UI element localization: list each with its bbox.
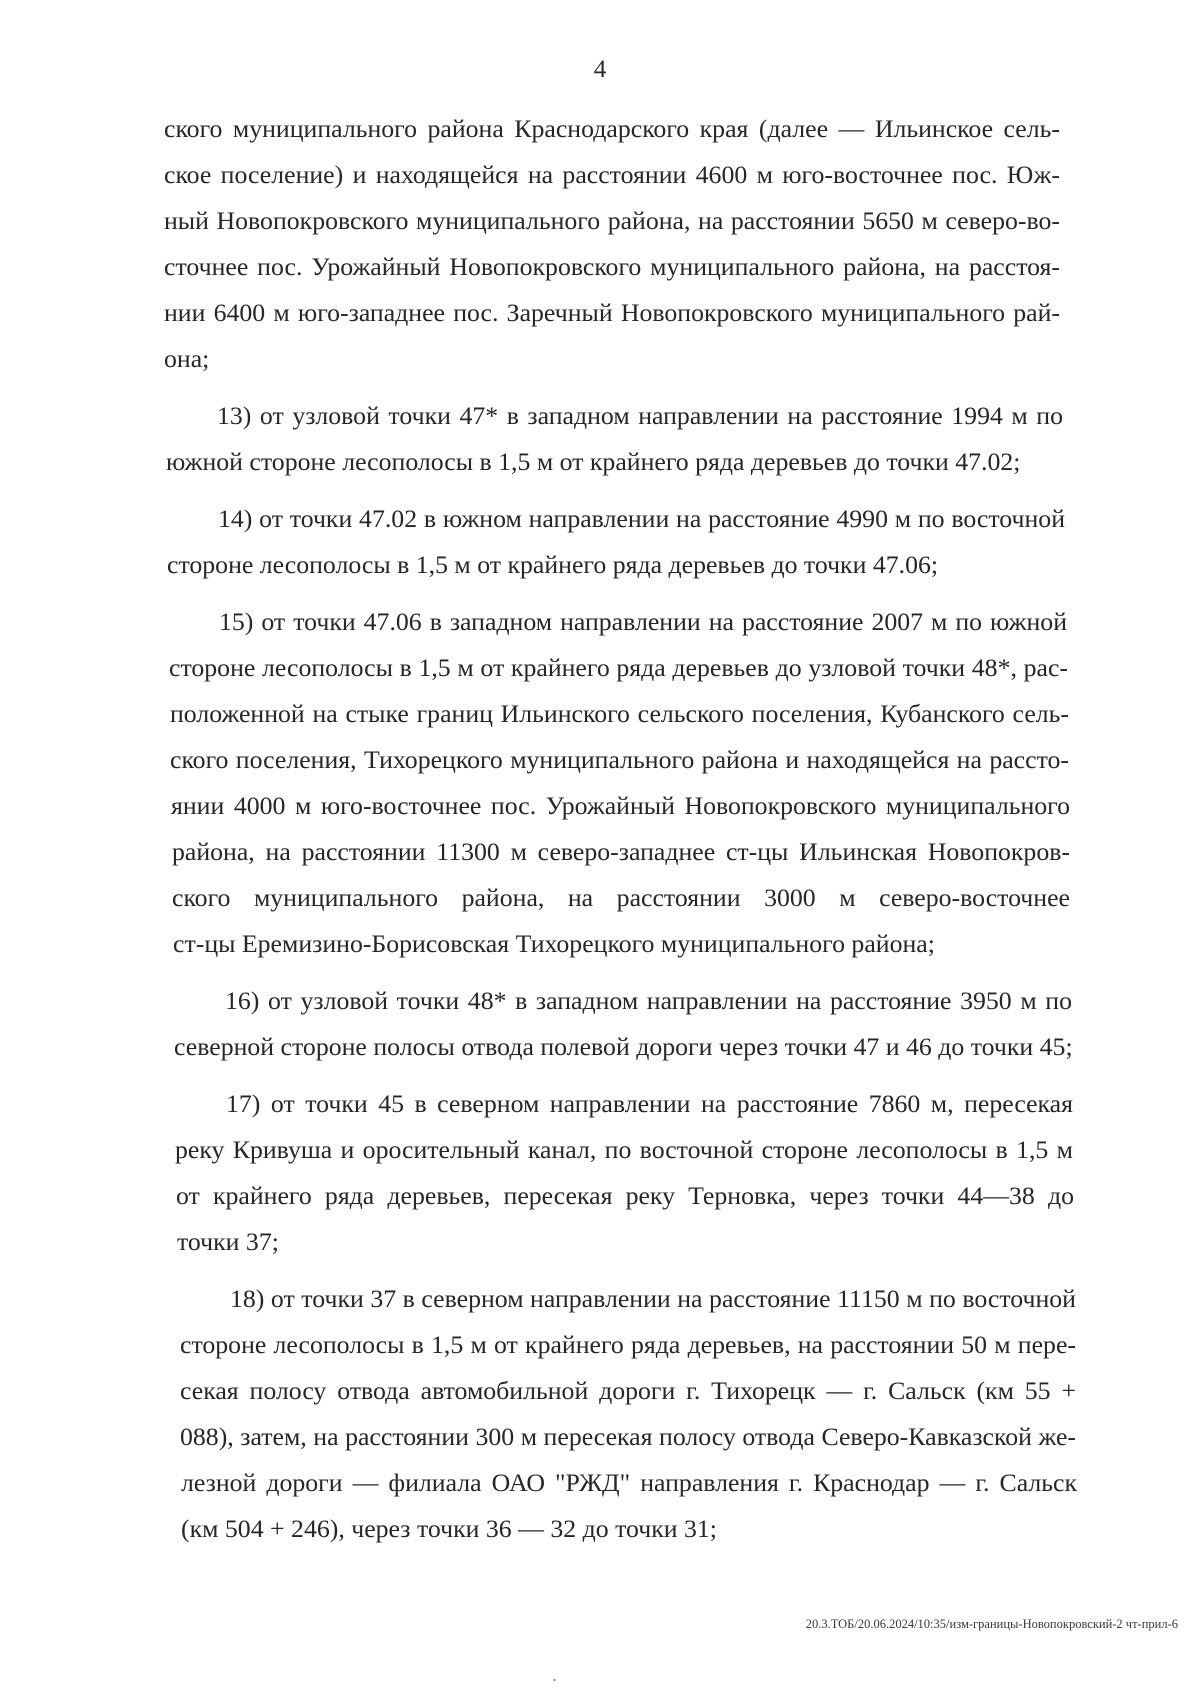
paragraph-continuation	[0, 106, 1200, 382]
text-line: стороне лесополосы в 1,5 м от крайнего ряда деревьев до точки 47.06;	[167, 550, 939, 579]
page-number: 4	[593, 56, 607, 83]
text-line: стороне лесополосы в 1,5 м от крайнего ряда деревьев, на расстоянии 50 м пере-	[180, 1330, 1076, 1359]
text-line: ского поселения, Тихорецкого муниципального района и находящейся на рассто-	[170, 745, 1069, 774]
text-line: северной стороне полосы отвода полевой дороги через точки 47 и 46 до точки 45;	[174, 1032, 1073, 1061]
scan-artifact	[553, 1679, 556, 1681]
text-line: секая полосу отвода автомобильной дороги г. Тихорецк — г. Сальск (км 55 +	[180, 1376, 1076, 1405]
text-line: 088), затем, на расстоянии 300 м пересекая полосу отвода Северо-Кавказской же-	[180, 1422, 1076, 1451]
text-line: района, на расстоянии 11300 м северо-западнее ст-цы Ильинская Новопокров-	[172, 837, 1070, 866]
text-line: от крайнего ряда деревьев, пересекая реку Терновка, через точки 44—38 до	[176, 1181, 1074, 1210]
text-line: нии 6400 м юго-западнее пос. Заречный Новопокровского муниципального рай-	[164, 298, 1060, 327]
text-line: положенной на стыке границ Ильинского сельского поселения, Кубанского сель-	[170, 699, 1069, 728]
text-line: 14) от точки 47.02 в южном направлении на расстояние 4990 м по восточной	[218, 504, 1065, 533]
footer-document-code: 20.3.ТОБ/20.06.2024/10:35/изм-границы-Новопокровский-2 чт-прил-6	[805, 1617, 1178, 1631]
text-line: стороне лесополосы в 1,5 м от крайнего ряда деревьев до узловой точки 48*, рас-	[169, 653, 1068, 682]
text-line: реку Кривуша и оросительный канал, по восточной стороне лесополосы в 1,5 м	[175, 1135, 1073, 1164]
text-line: ный Новопокровского муниципального района, на расстоянии 5650 м северо-во-	[164, 206, 1060, 235]
text-line: ст-цы Еремизино-Борисовская Тихорецкого муниципального района;	[173, 929, 935, 958]
paragraph-item-18	[0, 1276, 1200, 1552]
text-line: лезной дороги — филиала ОАО "РЖД" направления г. Краснодар — г. Сальск	[181, 1468, 1077, 1497]
text-line: (км 504 + 246), через точки 36 — 32 до точки 31;	[181, 1514, 717, 1543]
text-line: она;	[164, 344, 210, 373]
text-line: ское поселение) и находящейся на расстоянии 4600 м юго-восточнее пос. Юж-	[164, 160, 1060, 189]
text-line: янии 4000 м юго-восточнее пос. Урожайный Новопокровского муниципального	[171, 791, 1070, 820]
paragraph-item-15	[0, 599, 1200, 967]
text-line: сточнее пос. Урожайный Новопокровского муниципального района, на расстоя-	[164, 252, 1060, 281]
paragraph-item-14	[0, 496, 1200, 588]
text-line: ского муниципального района Краснодарского края (далее — Ильинское сель-	[164, 114, 1060, 143]
text-line: 17) от точки 45 в северном направлении на расстояние 7860 м, пересекая	[226, 1089, 1073, 1118]
text-line: 16) от узловой точки 48* в западном направлении на расстояние 3950 м по	[225, 986, 1072, 1015]
text-line: ского муниципального района, на расстоянии 3000 м северо-восточнее	[172, 883, 1070, 912]
paragraph-item-13	[0, 393, 1200, 485]
text-line: 18) от точки 37 в северном направлении на расстояние 11150 м по восточной	[230, 1284, 1076, 1313]
text-line: точки 37;	[177, 1227, 279, 1256]
text-line: 15) от точки 47.06 в западном направлении на расстояние 2007 м по южной	[219, 607, 1067, 636]
paragraph-item-16	[0, 978, 1200, 1070]
paragraph-item-17	[0, 1081, 1200, 1265]
text-line: 13) от узловой точки 47* в западном направлении на расстояние 1994 м по	[217, 401, 1063, 430]
body-text	[0, 106, 1200, 1552]
text-line: южной стороне лесополосы в 1,5 м от крайнего ряда деревьев до точки 47.02;	[166, 447, 1021, 476]
